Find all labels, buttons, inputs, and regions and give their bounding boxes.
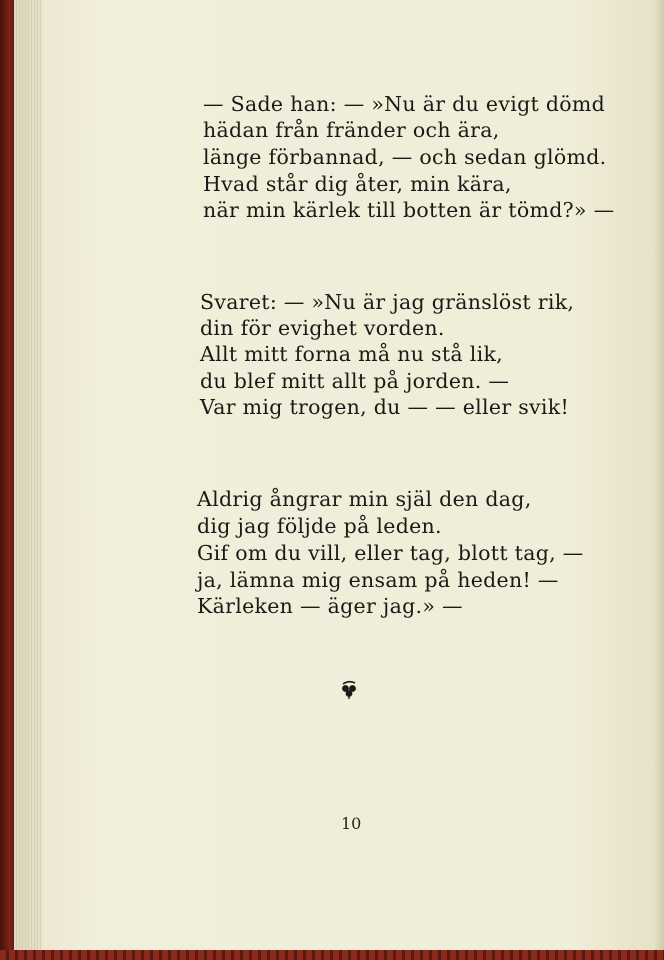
poem-line: Svaret: — »Nu är jag gränslöst rik, bbox=[200, 290, 575, 314]
poem-line: din för evighet vorden. bbox=[200, 316, 445, 340]
poem-line: — Sade han: — »Nu är du evigt dömd bbox=[203, 92, 606, 116]
poem-line: Aldrig ångrar min själ den dag, bbox=[197, 487, 532, 511]
poem-line: Gif om du vill, eller tag, blott tag, — bbox=[197, 541, 584, 565]
poem-line: hädan från fränder och ära, bbox=[203, 118, 500, 142]
page-number: 10 bbox=[341, 814, 362, 833]
page-edges bbox=[14, 0, 42, 960]
poem-line: Allt mitt forna må nu stå lik, bbox=[200, 342, 503, 366]
poem-line: Var mig trogen, du — — eller svik! bbox=[200, 395, 570, 419]
poem-line: Hvad står dig åter, min kära, bbox=[203, 172, 512, 196]
poem-line: dig jag följde på leden. bbox=[197, 514, 442, 538]
book-page bbox=[14, 0, 664, 960]
poem-line: Kärleken — äger jag.» — bbox=[197, 594, 463, 618]
poem-line: när min kärlek till botten är tömd?» — bbox=[203, 198, 615, 222]
clover-fleuron-icon bbox=[340, 680, 358, 700]
poem-line: länge förbannad, — och sedan glömd. bbox=[203, 145, 607, 169]
binding-edge bbox=[0, 950, 664, 960]
poem-line: du blef mitt allt på jorden. — bbox=[200, 369, 510, 393]
poem-line: ja, lämna mig ensam på heden! — bbox=[197, 568, 559, 592]
